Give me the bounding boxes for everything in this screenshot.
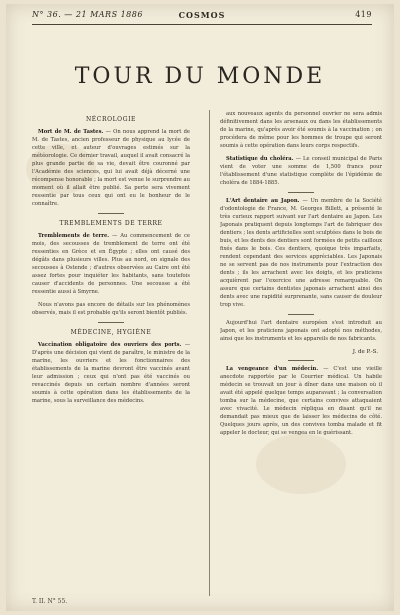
article-paragraph — [220, 197, 382, 309]
article-paragraph — [32, 341, 190, 405]
issue-info: N° 36. — 21 MARS 1886 — [32, 10, 143, 19]
article-lead: La vengeance d'un médecin. — [226, 366, 324, 372]
section-heading: TREMBLEMENTS DE TERRE — [59, 220, 163, 227]
article-text: aux nouveaux agents du personnel ouvrier ne sera admis définitivement dans les arsenaux ou dans les établissements de la marine, qu'après avoir été soumis à la vaccination ; on procédera de même pour les hommes de troupe qui seront soumis à cette opération dans leurs corps respectifs. — [220, 111, 382, 149]
article-lead: L'Art dentaire au Japon. — [226, 198, 303, 204]
article-lead: Statistique du choléra. — [226, 156, 296, 162]
article-text: — Au commencement de ce mois, des secousses de tremblement de terre ont été ressenties en Grèce et en Égypte ; elles ont causé des dégâts dans plusieurs villes. Plus au nord, on signale des secousses à Ostende ; d'autres observées au Caire ont été assez fortes pour inquiéter les habitants, sans toutefois causer d'accidents de personnes. Une secousse a été ressentie aussi à Smyrne. — [32, 233, 190, 295]
section-separator — [288, 192, 314, 193]
article-text: — Le conseil municipal de Paris vient de voter une somme de 1,500 francs pour l'établissement d'une statistique complète de l'épidémie de choléra de 1884-1885. — [220, 156, 382, 186]
newspaper-page — [6, 4, 394, 611]
article-paragraph — [220, 319, 382, 343]
section-separator — [98, 213, 124, 214]
article-paragraph — [220, 365, 382, 437]
paper-stain — [256, 434, 346, 494]
article-text: — D'après une décision qui vient de paraître, le ministre de la marine, les ouvriers et les fonctionnaires des établissements de la marine devront être vaccinés avant leur admission ; ceux qui n'ont pas été vaccinés ou revaccinés depuis un certain nombre d'années seront soumis à cette opération dans les établissements de la marine, sous la surveillance des médecins. — [32, 342, 190, 404]
header-rule — [32, 24, 372, 25]
article-paragraph — [220, 110, 382, 150]
journal-name: COSMOS — [178, 10, 226, 20]
section-separator — [288, 360, 314, 361]
article-text: — On nous apprend la mort de M. de Tastes, ancien professeur de physique au lycée de cette ville, et auteur d'ouvrages estimés sur la météorologie. Ce dernier travail, auquel il avait consacré la plus grande partie de sa vie, devait être couronné par l'Académie des sciences, qui lui avait déjà décerné une récompense honorable ; la mort est venue le surprendre au moment où il allait être publié. Sa perte sera vivement ressentie par tous ceux qui ont eu le bonheur de le connaître. — [32, 129, 190, 207]
section-title: TOUR DU MONDE — [74, 64, 326, 89]
column-divider — [209, 110, 210, 596]
left-column — [32, 110, 190, 410]
section-separator — [288, 314, 314, 315]
article-text: Nous n'avons pas encore de détails sur les phénomènes observés, mais il est probable qu'ils seront bientôt publiés. — [32, 302, 190, 316]
section-heading: MÉDECINE, HYGIÈNE — [70, 329, 152, 336]
footer-mark: T. II. N° 55. — [32, 598, 68, 605]
article-lead: Mort de M. de Tastes. — [38, 129, 106, 135]
article-signature: J. de P.-S. — [352, 349, 378, 355]
article-text: — Un membre de la Société d'odontologie de France, M. Georges Billett, a présenté le très curieux rapport suivant sur l'art dentaire au Japon. Les Japonais pratiquent depuis longtemps l'art de fabriquer des dentiers ; les dents artificielles sont sculptées dans le bois de buis, et les dents des dentiers sont formées de petits cailloux fixés dans le bois. Ces dentiers, quoique très imparfaits, rendent cependant des services appréciables. Les Japonais ne se servent pas de nos instruments pour l'extraction des dents ; ils les arrachent avec les doigts, et les praticiens acquièrent par l'exercice une adresse remarquable. On assure que certains dentistes japonais arrachent ainsi des dents avec une rapidité surprenante, sans causer de douleur trop vive. — [220, 198, 382, 308]
article-text: — C'est une vieille anecdote rapportée par le Courrier médical. Un habile médecin se trouvait un jour à dîner dans une maison où il avait été appelé quelque temps auparavant ; la conversation tomba sur la médecine, que certains convives attaquaient avec vivacité. Le médecin répliqua en disant qu'il ne demandait pas mieux que de laisser les médecins de côté. Quelques jours après, un des convives tomba malade et fit appeler le docteur, qui se vengea en le guérissant. — [220, 366, 382, 436]
article-paragraph — [32, 128, 190, 208]
article-paragraph — [32, 301, 190, 317]
article-lead: Vaccination obligatoire des ouvriers des ports. — [38, 342, 185, 348]
right-column — [220, 110, 382, 442]
article-text: Aujourd'hui l'art dentaire européen s'est introduit au Japon, et les praticiens japonais ont adopté nos méthodes, ainsi que les instruments et les appareils de nos fabricants. — [220, 320, 382, 342]
section-heading: NÉCROLOGIE — [85, 116, 137, 123]
running-head — [32, 10, 372, 24]
article-paragraph — [220, 155, 382, 187]
page-number: 419 — [355, 10, 372, 19]
article-paragraph — [32, 232, 190, 296]
section-separator — [98, 322, 124, 323]
article-lead: Tremblements de terre. — [38, 233, 113, 239]
